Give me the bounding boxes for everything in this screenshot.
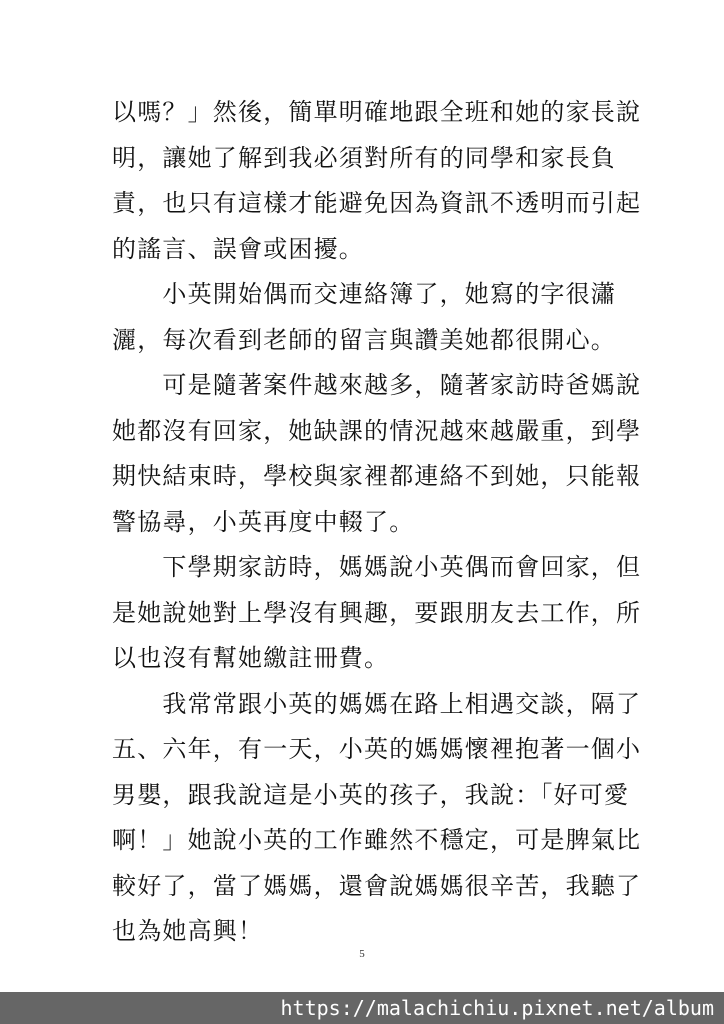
text-line: 是她說她對上學沒有興趣，要跟朋友去工作，所: [112, 598, 642, 627]
watermark-url: https://malachichiu.pixnet.net/album: [0, 992, 724, 1024]
text-line: 小英開始偶而交連絡簿了，她寫的字很瀟: [112, 280, 616, 308]
body-text: [112, 90, 642, 955]
text-line: 較好了，當了媽媽，還會說媽媽很辛苦，我聽了: [112, 871, 642, 900]
text-line: 我常常跟小英的媽媽在路上相遇交談，隔了: [112, 689, 642, 718]
text-line: 責，也只有這樣才能避免因為資訊不透明而引起: [112, 189, 642, 217]
text-line: 的謠言、誤會或困擾。: [112, 234, 364, 263]
text-line: 期快結束時，學校與家裡都連絡不到她，只能報: [112, 462, 642, 490]
text-line: 灑，每次看到老師的留言與讚美她都很開心。: [112, 325, 616, 354]
text-line: 以也沒有幫她繳註冊費。: [112, 644, 390, 672]
text-line: 男嬰，跟我說這是小英的孩子，我說：「好可愛: [112, 780, 630, 809]
text-line: 警協尋，小英再度中輟了。: [112, 507, 415, 536]
page-number: 5: [359, 948, 365, 960]
text-line: 可是隨著案件越來越多，隨著家訪時爸媽說: [112, 371, 642, 399]
text-line: 下學期家訪時，媽媽說小英偶而會回家，但: [112, 553, 642, 581]
text-line: 啊！」她說小英的工作雖然不穩定，可是脾氣比: [112, 826, 642, 854]
text-line: 明，讓她了解到我必須對所有的同學和家長負: [112, 143, 616, 172]
text-line: 五、六年，有一天，小英的媽媽懷裡抱著一個小: [112, 735, 642, 763]
text-line: 以嗎？」然後，簡單明確地跟全班和她的家長說: [112, 98, 642, 126]
text-line: 也為她高興！: [112, 917, 264, 945]
text-line: 她都沒有回家，她缺課的情況越來越嚴重，到學: [112, 416, 642, 445]
